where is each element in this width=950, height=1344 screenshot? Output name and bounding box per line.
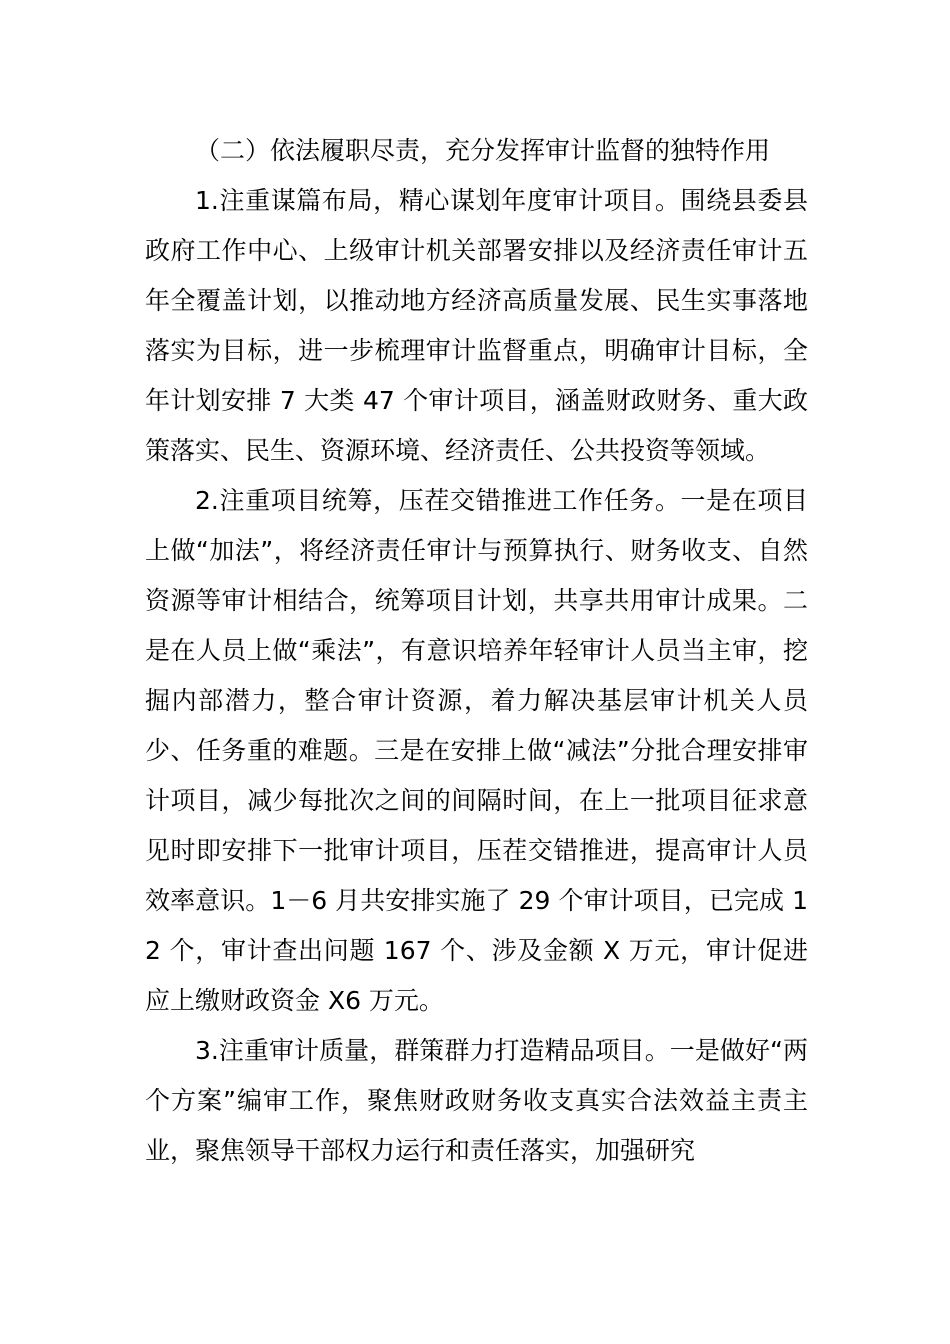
paragraph-coordination: 2.注重项目统筹，压茬交错推进工作任务。一是在项目上做“加法”，将经济责任审计与预算执行、财务收支、自然资源等审计相结合，统筹项目计划，共享共用审计成果。二是在人员上做“乘法”，有意识培养年轻审计人员当主审，挖掘内部潜力，整合审计资源，着力解决基层审计机关人员少、任务重的难题。三是在安排上做“减法”分批合理安排审计项目，减少每批次之间的间隔时间，在上一批项目征求意见时即安排下一批审计项目，压茬交错推进，提高审计人员效率意识。1－6 月共安排实施了 29 个审计项目，已完成 12 个，审计查出问题 167 个、涉及金额 X 万元，审计促进应上缴财政资金 X6 万元。	[145, 486, 808, 1015]
section-heading: （二）依法履职尽责，充分发挥审计监督的独特作用	[195, 136, 771, 165]
document-body	[145, 126, 808, 1176]
paragraph-quality: 3.注重审计质量，群策群力打造精品项目。一是做好“两个方案”编审工作，聚焦财政财务收支真实合法效益主责主业，聚焦领导干部权力运行和责任落实，加强研究	[145, 1036, 808, 1165]
paragraph-planning: 1.注重谋篇布局，精心谋划年度审计项目。围绕县委县政府工作中心、上级审计机关部署安排以及经济责任审计五年全覆盖计划，以推动地方经济高质量发展、民生实事落地落实为目标，进一步梳理审计监督重点，明确审计目标，全年计划安排 7 大类 47 个审计项目，涵盖财政财务、重大政策落实、民生、资源环境、经济责任、公共投资等领域。	[145, 186, 808, 465]
